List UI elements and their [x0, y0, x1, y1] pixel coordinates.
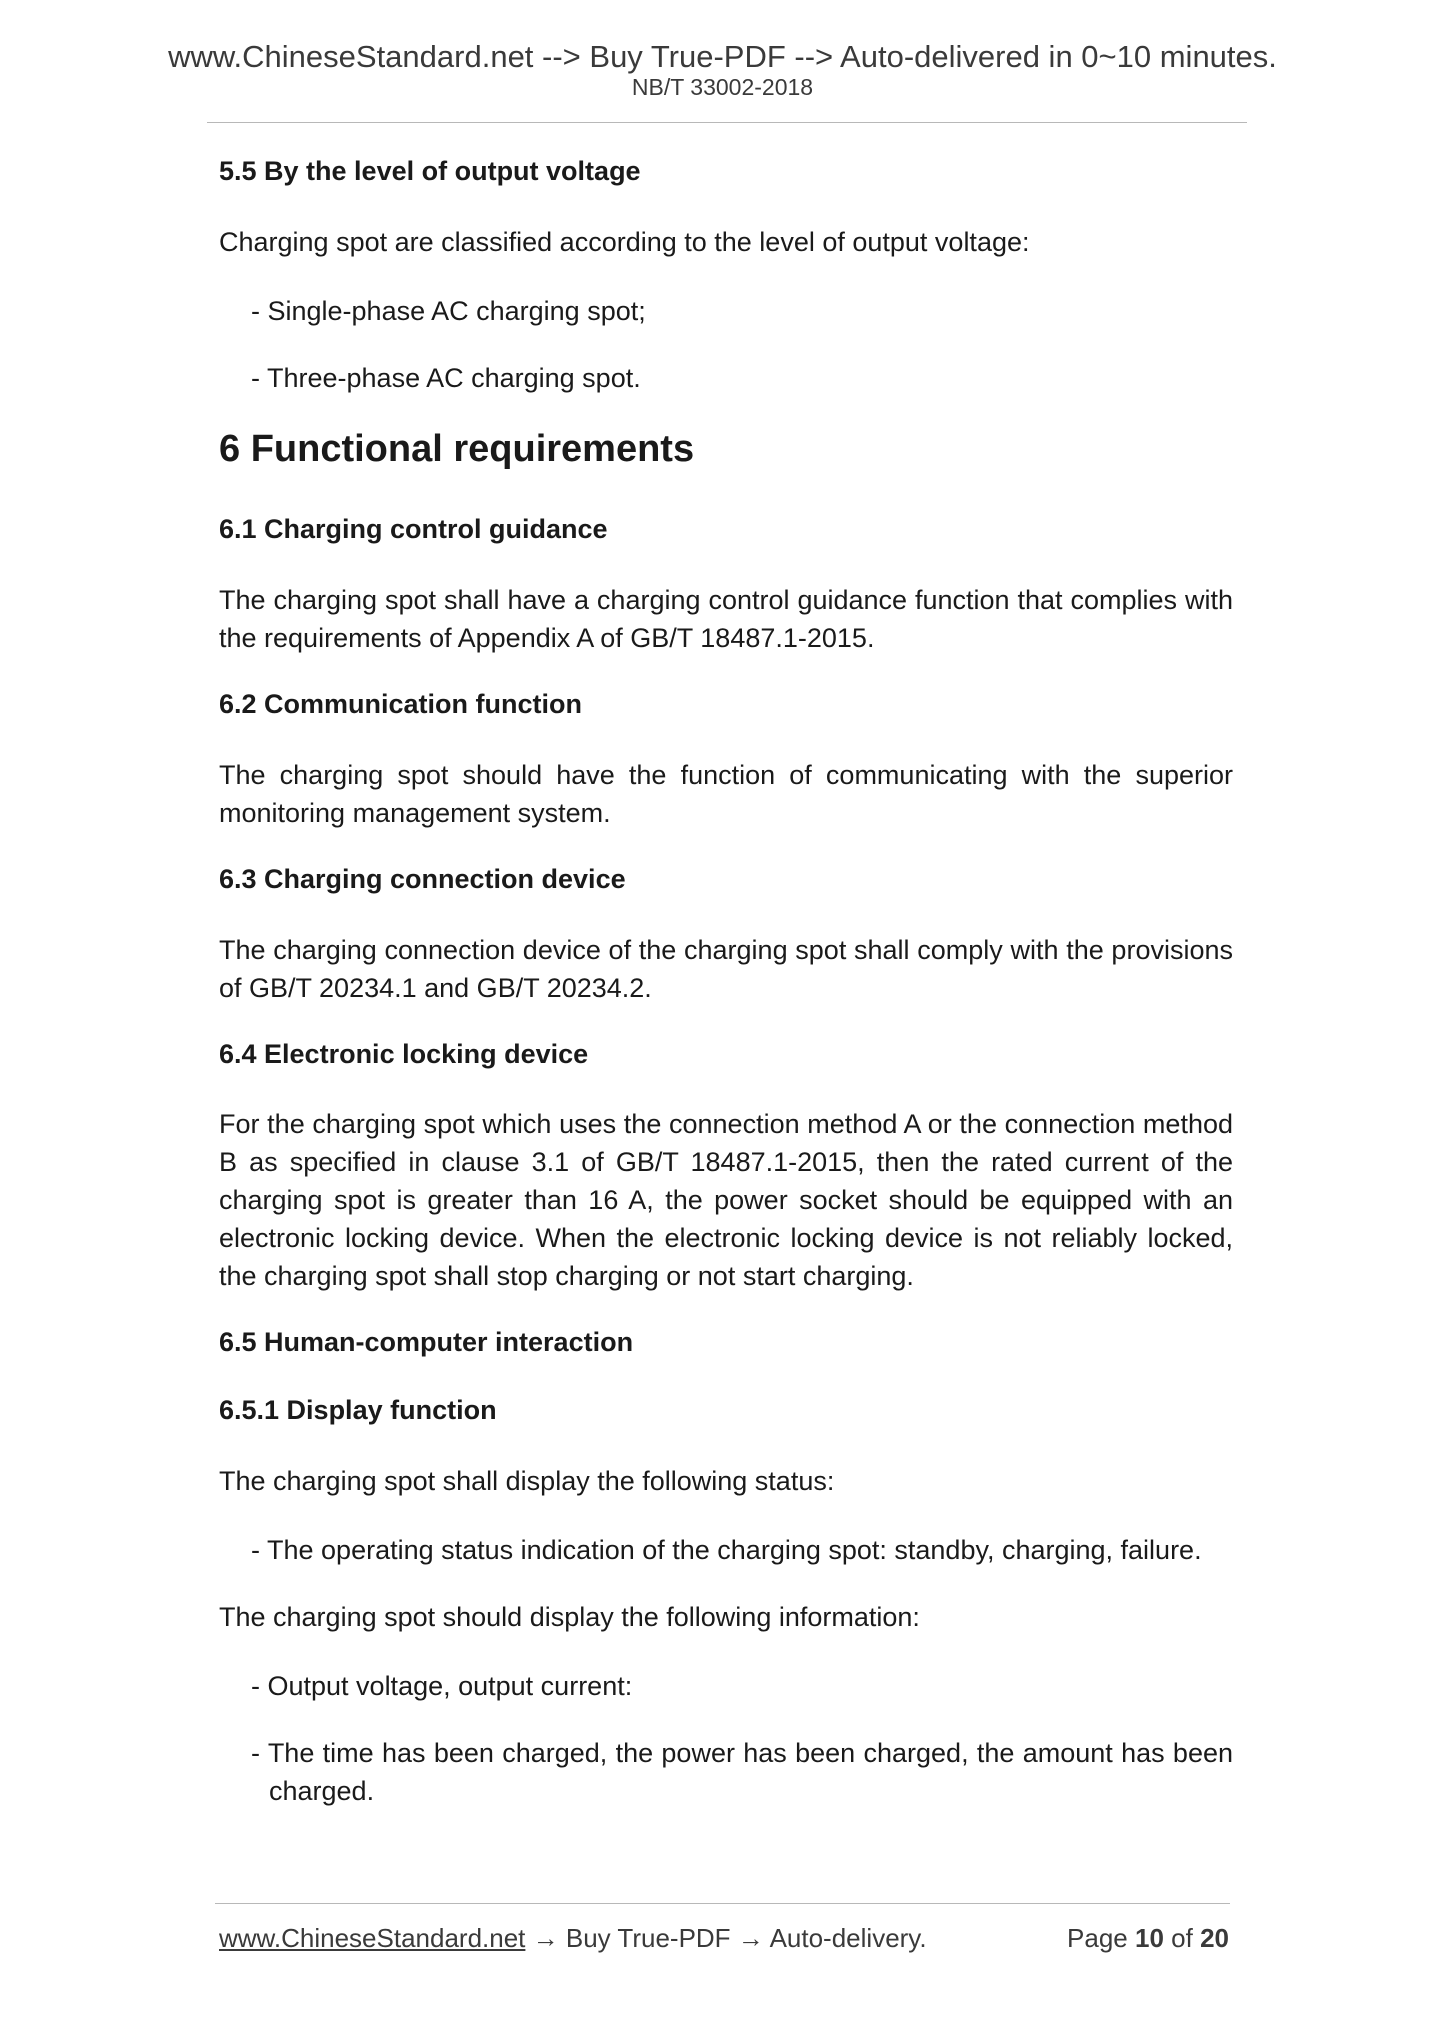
- chapter-6-heading: 6 Functional requirements: [219, 427, 695, 470]
- site-banner: www.ChineseStandard.net --> Buy True-PDF --> Auto-delivered in 0~10 minutes.: [168, 39, 1277, 74]
- section-6-5-heading: 6.5 Human-computer interaction: [219, 1327, 634, 1358]
- list-item: - The operating status indication of the charging spot: standby, charging, failure.: [251, 1534, 1202, 1565]
- of-label: of: [1171, 1923, 1193, 1953]
- footer-site-link[interactable]: www.ChineseStandard.net: [219, 1923, 526, 1953]
- page-number: [1067, 1923, 1229, 1954]
- section-6-4-heading: 6.4 Electronic locking device: [219, 1038, 589, 1069]
- list-item: - Single-phase AC charging spot;: [251, 295, 646, 326]
- section-5-5-intro: Charging spot are classified according to the level of output voltage:: [219, 226, 1030, 257]
- info-intro: The charging spot should display the following information:: [219, 1601, 920, 1632]
- section-6-2-text: The charging spot should have the function of communicating with the superior monitoring management system.: [219, 759, 1233, 828]
- page-footer: [219, 1923, 1229, 1954]
- section-6-3-heading: 6.3 Charging connection device: [219, 863, 626, 894]
- section-6-2-heading: 6.2 Communication function: [219, 689, 583, 719]
- list-item: - The time has been charged, the power has been charged, the amount has been charged.: [251, 1737, 1233, 1806]
- list-item: - Three-phase AC charging spot.: [251, 362, 641, 393]
- section-6-1-heading: 6.1 Charging control guidance: [219, 514, 608, 545]
- page-current: 10: [1135, 1923, 1164, 1953]
- section-6-3-text: The charging connection device of the charging spot shall comply with the provisions of GB/T 20234.1 and GB/T 20234.2.: [219, 934, 1233, 1003]
- footer-divider: [215, 1903, 1230, 1904]
- list-item: - Output voltage, output current:: [251, 1670, 633, 1701]
- status-intro: The charging spot shall display the following status:: [219, 1465, 835, 1496]
- document-id: NB/T 33002-2018: [631, 74, 814, 100]
- section-6-4-text: For the charging spot which uses the connection method A or the connection method B as specified in clause 3.1 of GB/T 18487.1-2015, then the rated current of the charging spot is greater than 16 A, the power socket should be equipped with an electronic locking device. When the electronic locking device is not reliably locked, the charging spot shall stop charging or not start charging.: [219, 1109, 1233, 1292]
- page-label: Page: [1067, 1923, 1128, 1953]
- header-divider: [207, 122, 1247, 123]
- section-6-5-1-heading: 6.5.1 Display function: [219, 1395, 497, 1425]
- footer-tagline: → Buy True-PDF → Auto-delivery.: [525, 1923, 927, 1953]
- page-content: [219, 155, 1233, 1839]
- section-5-5-heading: 5.5 By the level of output voltage: [219, 156, 641, 186]
- section-6-1-text: The charging spot shall have a charging control guidance function that complies with the requirements of Appendix A of GB/T 18487.1-2015.: [219, 585, 1233, 653]
- page-total: 20: [1200, 1923, 1229, 1953]
